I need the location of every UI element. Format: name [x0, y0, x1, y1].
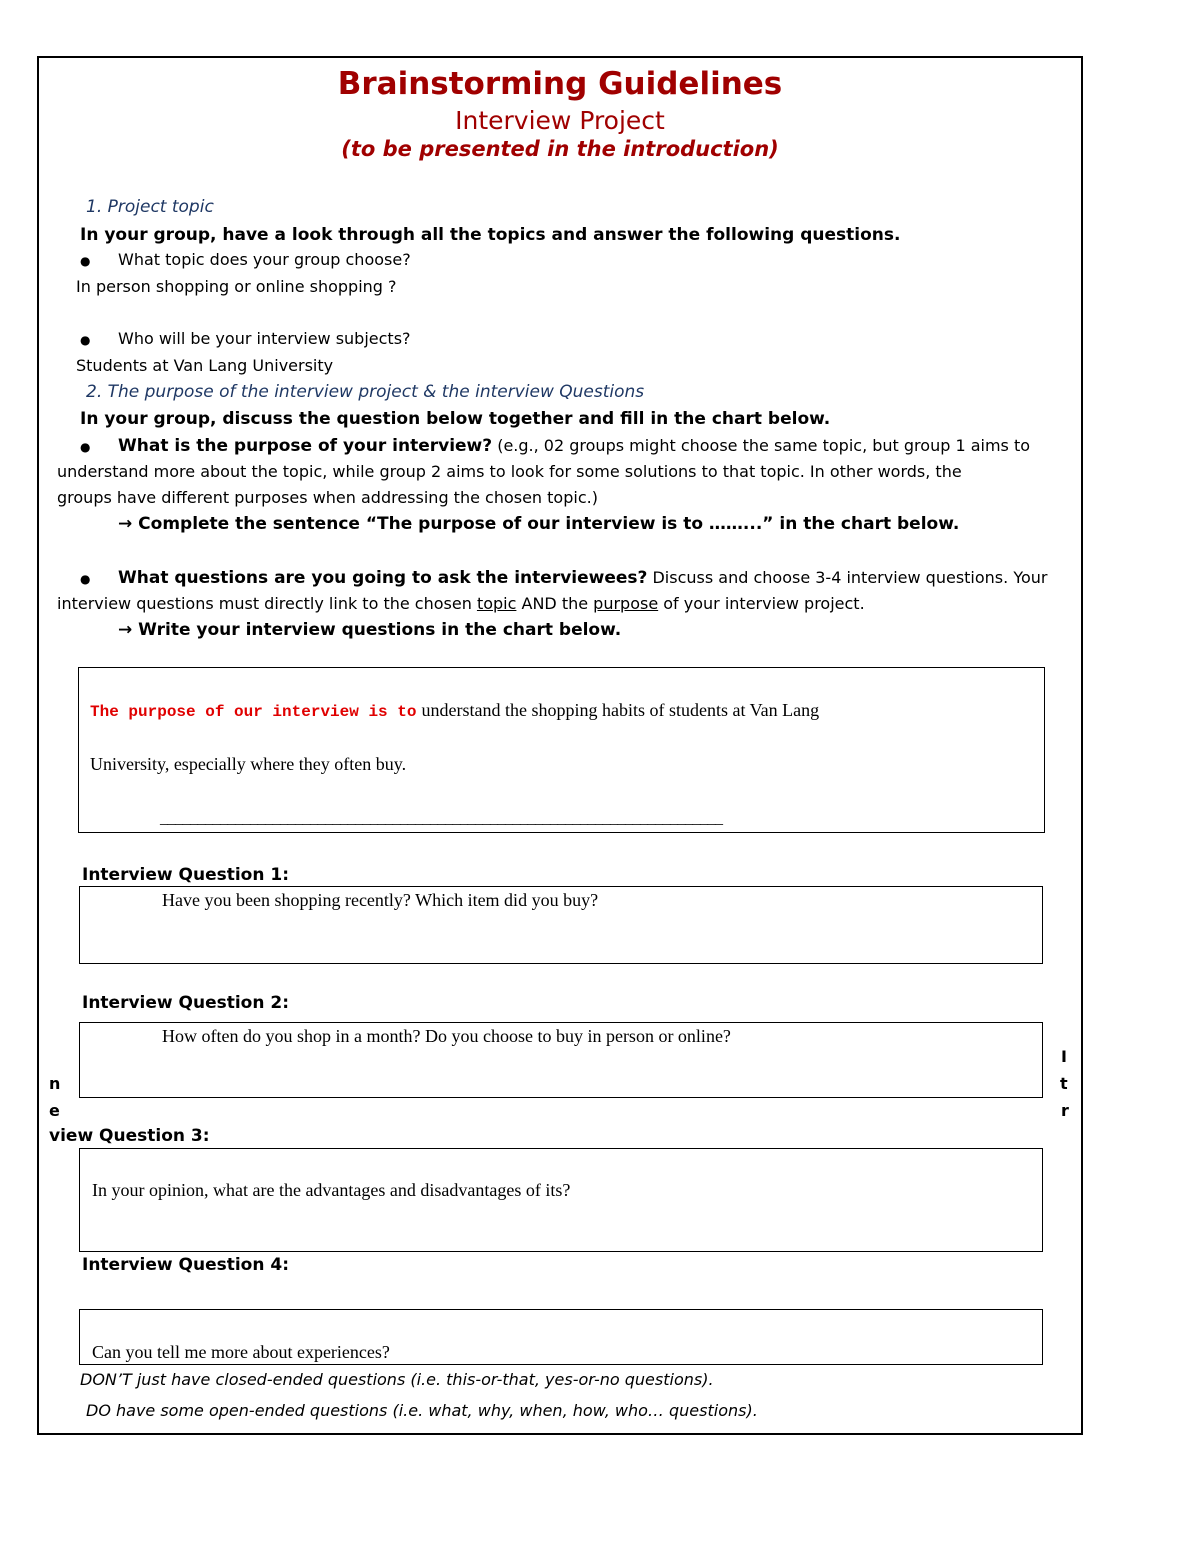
question-1-label: Interview Question 1:: [82, 865, 290, 885]
page-subtitle: Interview Project: [455, 106, 665, 135]
purpose-underlined: purpose: [593, 594, 659, 613]
question-3-label: view Question 3:: [49, 1126, 210, 1146]
questions-line2-part: AND the: [521, 594, 589, 613]
section2-instruction: In your group, discuss the question below together and fill in the chart below.: [80, 409, 831, 429]
questions-question: What questions are you going to ask the interviewees?: [118, 568, 648, 588]
purpose-text-line1: understand the shopping habits of students at Van Lang: [421, 700, 820, 720]
questions-line2: [57, 591, 865, 617]
purpose-instruction-arrow: → Complete the sentence “The purpose of our interview is to ……...” in the chart below.: [118, 514, 960, 534]
page-note: (to be presented in the introduction): [341, 137, 779, 161]
bullet-icon: ●: [80, 333, 91, 347]
question-1-answer: Have you been shopping recently? Which item did you buy?: [162, 890, 599, 910]
question-2-answer: How often do you shop in a month? Do you choose to buy in person or online?: [162, 1026, 731, 1046]
questions-line2-part: interview questions must directly link to the chosen: [57, 594, 472, 613]
section2-heading: 2. The purpose of the interview project & the interview Questions: [86, 382, 645, 402]
stray-letter: n: [49, 1074, 61, 1093]
purpose-question: What is the purpose of your interview?: [118, 436, 493, 456]
stray-letter: t: [1060, 1074, 1068, 1093]
stray-letter: e: [49, 1101, 60, 1120]
purpose-blank-line: ___________________________________________________________________________: [160, 810, 723, 827]
question-2-label: Interview Question 2:: [82, 993, 290, 1013]
purpose-lead: The purpose of our interview is to: [90, 703, 417, 721]
question-4-answer: Can you tell me more about experiences?: [92, 1342, 390, 1362]
question-4-label: Interview Question 4:: [82, 1255, 290, 1275]
section1-instruction: In your group, have a look through all the topics and answer the following questions.: [80, 225, 901, 245]
purpose-example-line2: understand more about the topic, while group 2 aims to look for some solutions to that topic. In other words, the: [57, 462, 962, 481]
questions-line2-part: of your interview project.: [663, 594, 865, 613]
questions-question-line: [118, 565, 1047, 591]
question-3-answer: In your opinion, what are the advantages and disadvantages of its?: [92, 1180, 571, 1200]
purpose-box[interactable]: [78, 667, 1045, 833]
purpose-text-line2: University, especially where they often buy.: [90, 754, 407, 774]
bullet-icon: ●: [80, 572, 91, 586]
closed-question-note: DON’T just have closed-ended questions (i.e. this-or-that, yes-or-no questions).: [80, 1370, 714, 1389]
questions-question-rest: Discuss and choose 3-4 interview questions. Your: [652, 568, 1048, 587]
subjects-answer: Students at Van Lang University: [76, 356, 334, 375]
section1-heading: 1. Project topic: [86, 197, 214, 217]
purpose-example-line3: groups have different purposes when addressing the chosen topic.): [57, 488, 598, 507]
bullet-icon: ●: [80, 440, 91, 454]
purpose-question-example: (e.g., 02 groups might choose the same topic, but group 1 aims to: [497, 436, 1031, 455]
open-question-note: DO have some open-ended questions (i.e. what, why, when, how, who… questions).: [86, 1401, 758, 1420]
subjects-question: Who will be your interview subjects?: [118, 329, 411, 348]
bullet-icon: ●: [80, 254, 91, 268]
topic-answer: In person shopping or online shopping ?: [76, 277, 397, 296]
purpose-question-line: [118, 433, 1030, 459]
stray-letter: r: [1061, 1101, 1069, 1120]
page-title: Brainstorming Guidelines: [337, 66, 783, 102]
questions-instruction-arrow: → Write your interview questions in the chart below.: [118, 620, 622, 640]
topic-underlined: topic: [476, 594, 517, 613]
purpose-sentence: [90, 700, 819, 721]
topic-question: What topic does your group choose?: [118, 250, 411, 269]
stray-letter: I: [1061, 1047, 1067, 1066]
